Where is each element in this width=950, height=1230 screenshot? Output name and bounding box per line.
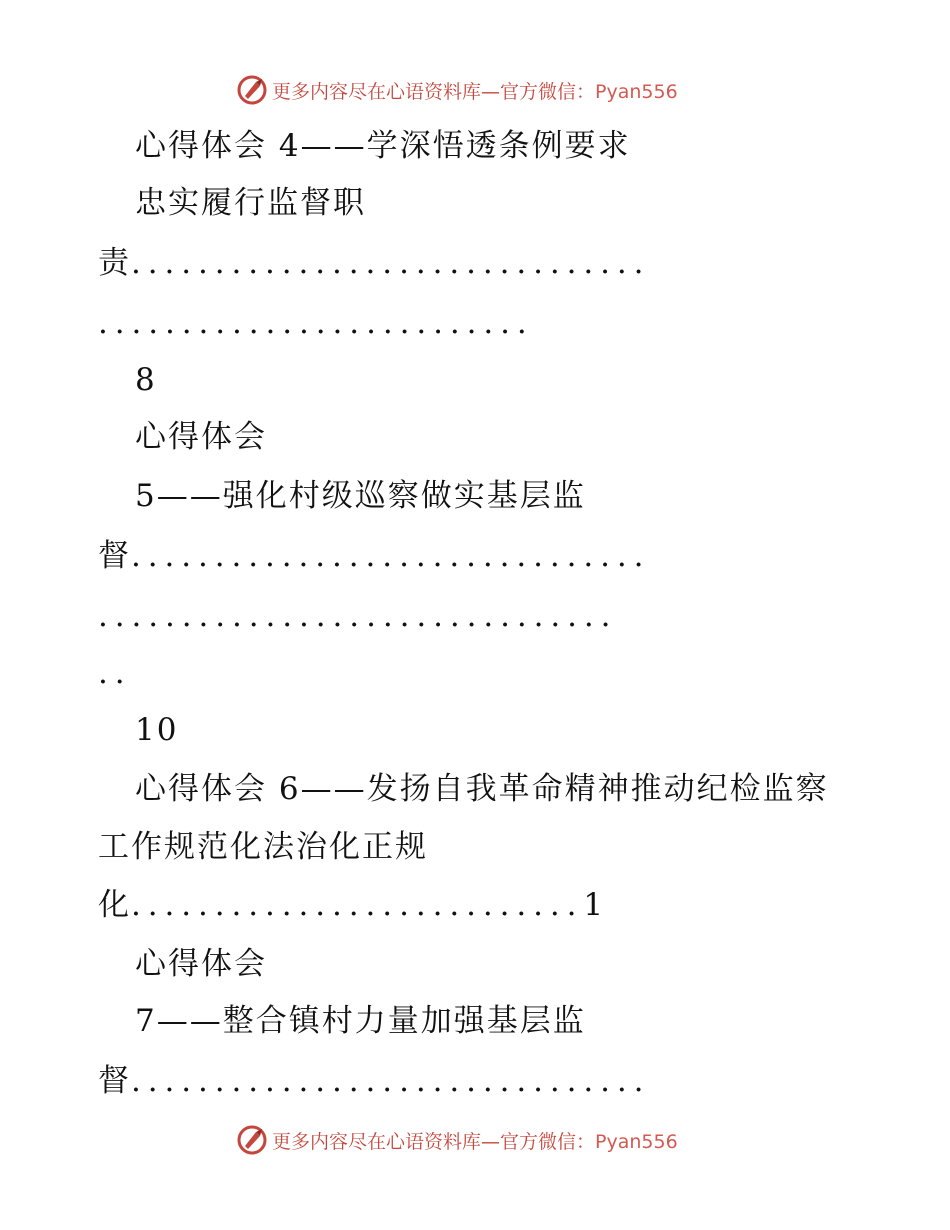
toc-entry-5-dot-leader-2: ...............................	[98, 598, 618, 634]
toc-entry-5-tail-char: 督	[98, 538, 131, 574]
banner-site-text: 更多内容尽在心语资料库	[272, 80, 482, 103]
toc-entry-4-continuation: 忠实履行监督职	[135, 185, 366, 221]
banner-separator: —	[481, 80, 501, 103]
footer-banner	[236, 1122, 716, 1158]
toc-entry-5-page-number: 10	[135, 712, 179, 748]
toc-entry-4-dot-leader-2: ..........................	[98, 305, 534, 341]
banner-separator: —	[481, 1130, 501, 1153]
toc-entry-4-tail-char: 责	[98, 245, 131, 281]
banner-wechat-label: 官方微信：	[500, 80, 596, 103]
toc-entry-7-tail-char: 督	[98, 1063, 131, 1099]
banner-text	[272, 77, 678, 104]
banner-site-text: 更多内容尽在心语资料库	[272, 1130, 482, 1153]
toc-entry-5-dot-leader: ...............................	[131, 538, 651, 574]
toc-entry-4-leader-line	[98, 243, 650, 283]
toc-entry-5-continuation: 5——强化村级巡察做实基层监	[135, 478, 586, 514]
toc-entry-7-continuation: 7——整合镇村力量加强基层监	[135, 1003, 586, 1039]
pen-nib-logo-icon	[236, 74, 268, 106]
header-banner	[236, 72, 716, 108]
toc-entry-5-leader-line	[98, 536, 650, 576]
toc-entry-7-title: 心得体会	[135, 946, 267, 982]
toc-entry-4-title: 心得体会 4——学深悟透条例要求	[135, 128, 631, 164]
toc-entry-7-leader-line	[98, 1061, 650, 1101]
banner-wechat-id: Pyan556	[595, 80, 678, 103]
banner-wechat-label: 官方微信：	[500, 1130, 596, 1153]
banner-wechat-id: Pyan556	[595, 1130, 678, 1153]
toc-entry-6-dot-leader: ...........................	[131, 887, 584, 923]
toc-entry-6-page-number: 1	[583, 887, 606, 923]
toc-entry-6-continuation: 工作规范化法治化正规	[98, 829, 428, 865]
toc-entry-7-dot-leader: ...............................	[131, 1063, 651, 1099]
banner-text	[272, 1127, 678, 1154]
toc-entry-6-tail-char: 化	[98, 887, 131, 923]
toc-entry-4-dot-leader: ...............................	[131, 245, 651, 281]
toc-entry-5-title: 心得体会	[135, 419, 267, 455]
toc-entry-4-page-number: 8	[135, 362, 157, 398]
toc-entry-6-leader-line	[98, 885, 605, 925]
pen-nib-logo-icon	[236, 1124, 268, 1156]
toc-entry-5-dot-leader-3: ..	[98, 655, 132, 691]
toc-entry-6-title: 心得体会 6——发扬自我革命精神推动纪检监察	[135, 771, 829, 807]
